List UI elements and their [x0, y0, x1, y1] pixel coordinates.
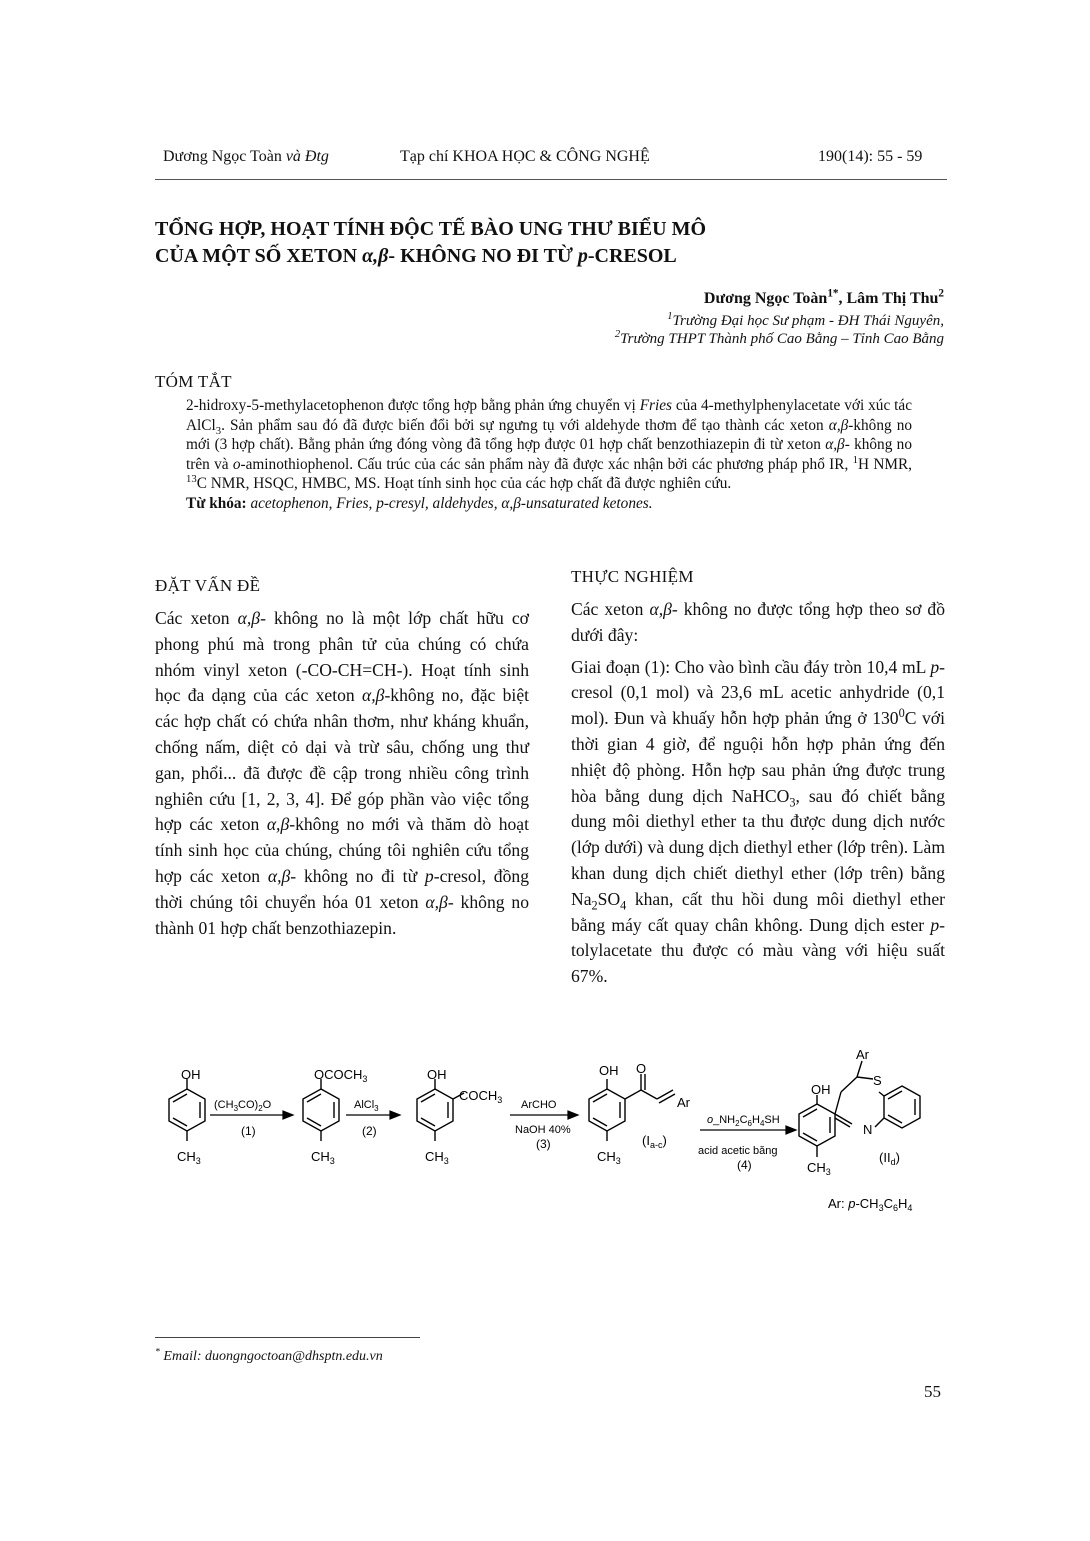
label-iid: $(II_d)$ [879, 1150, 900, 1167]
mol5-ar: Ar [856, 1047, 869, 1062]
mol2-ch3: $CH_3$ [311, 1149, 335, 1166]
intro-body: Các xeton α,β- không no là một lớp chất hữu cơ phong phú mà trong phân tử của chúng có chứa nhóm vinyl xeton (-CO-CH=CH-). Hoạt tính sinh học đa dạng của các xeton α,β-không no, đặc biệt các hợp chất có chứa nhân thơm, như kháng khuẩn, chống nấm, diệt cỏ dại và trừ sâu, chống ung thư gan, phổi... đã được đề cập trong nhiều công trình nghiên cứu [1, 2, 3, 4]. Để góp phần vào việc tổng hợp các xeton α,β-không no mới và thăm dò hoạt tính sinh học của chúng, chúng tôi nghiên cứu tổng hợp các xeton α,β- không no đi từ p-cresol, đồng thời chúng tôi chuyển hóa 01 xeton α,β- không no thành 01 hợp chất benzothiazepin. [155, 608, 530, 938]
paper-title: TỔNG HỢP, HOẠT TÍNH ĐỘC TẾ BÀO UNG THƯ BIỂU MÔ CỦA MỘT SỐ XETON α,β- KHÔNG NO ĐI TỪ p-CRESOL [155, 218, 707, 267]
reagent-step4-solvent: acid acetic băng [698, 1145, 778, 1157]
reagent-step4: $o\_NH_2C_6H_4SH$ [707, 1114, 780, 1128]
experimental-body [571, 597, 945, 990]
hydroxyacetophenone-structure [417, 1079, 464, 1141]
page-number: 55 [924, 1382, 941, 1401]
mol4-o: O [636, 1061, 647, 1076]
affiliation-1: $^1$Trường Đại học Sư phạm - ĐH Thái Nguyên, [667, 311, 944, 329]
mol5-s: S [873, 1073, 882, 1088]
intro-heading: ĐẶT VẤN ĐỀ [155, 576, 261, 595]
abstract-heading: TÓM TẮT [155, 372, 232, 391]
mol4-ch3: $CH_3$ [597, 1149, 621, 1166]
mol1-oh: OH [181, 1067, 201, 1082]
abstract-body: 2-hidroxy-5-methylacetophenon được tổng hợp bằng phản ứng chuyển vị Fries của 4-methylphenylacetate với xúc tác AlCl$_3$. Sản phẩm sau đó đã được biến đổi bởi sự ngưng tụ với aldehyde thơm để tạo thành các xeton α,β-không no mới (3 hợp chất). Bằng phản ứng đóng vòng đã tổng hợp được 01 hợp chất benzothiazepin đi từ xeton α,β- không no trên và o-aminothiophenol. Cấu trúc của các sản phẩm này đã được xác nhận bởi các phương pháp phổ IR, $^1$H NMR, $^{13}$C NMR, HSQC, HMBC, MS. Hoạt tính sinh học của các hợp chất đã được nghiên cứu. Từ khóa: acetophenon, Fries, p-cresyl, aldehydes, α,β-unsaturated ketones. [186, 397, 913, 512]
experimental-stage-1: Giai đoạn (1): Cho vào bình cầu đáy tròn 10,4 mL p-cresol (0,1 mol) và 23,6 mL acetic anhydride (0,1 mol). Đun và khuấy hỗn hợp phản ứng ở $130^0C$ với thời gian 4 giờ, để nguội hỗn hợp phản ứng đến nhiệt độ phòng. Hỗn hợp sau phản ứng được trung hòa bằng dung dịch NaHCO$_3$, sau đó chiết bằng dung môi diethyl ether ta thu được dung dịch nước (lớp dưới) và dung dịch diethyl ether (lớp trên). Làm khan dung dịch chiết diethyl ether (lớp trên) bằng $Na_2SO_4$ khan, cất thu hồi dung môi diethyl ether bằng máy cất quay chân không. Dung dịch ester p-tolylacetate thu được có màu vàng với hiệu suất 67%. [571, 656, 946, 987]
running-header-author: Dương Ngọc Toàn và Đtg [163, 148, 329, 165]
ar-definition: Ar: $p-CH_3C_6H_4$ [828, 1196, 913, 1213]
reagent-step1: $(CH_3CO)_2O$ [214, 1099, 272, 1113]
chalcone-structure [589, 1074, 675, 1141]
mol5-ch3: $CH_3$ [807, 1160, 831, 1177]
experimental-intro: Các xeton α,β- không no được tổng hợp theo sơ đồ dưới đây: [571, 599, 945, 645]
reaction-scheme [150, 1045, 950, 1215]
mol4-ar: Ar [677, 1095, 690, 1110]
mol3-ch3: $CH_3$ [425, 1149, 449, 1166]
running-header-journal: Tạp chí KHOA HỌC & CÔNG NGHỆ [400, 148, 650, 165]
keywords: Từ khóa: acetophenon, Fries, p-cresyl, aldehydes, α,β-unsaturated ketones. [186, 494, 653, 512]
experimental-heading: THỰC NGHIỆM [571, 567, 694, 586]
mol1-ch3: $CH_3$ [177, 1149, 201, 1166]
benzothiazepine-structure [799, 1061, 920, 1157]
label-ia-c: $(I_{a-c})$ [642, 1133, 667, 1150]
step-4: (4) [737, 1158, 752, 1172]
p-tolylacetate-structure [303, 1079, 339, 1141]
mol4-oh: OH [599, 1063, 619, 1078]
author-list: Dương Ngọc Toàn$^{1*}$, Lâm Thị Thu$^2$ [703, 287, 944, 307]
header-rule [155, 179, 947, 180]
mol3-oh: OH [427, 1067, 447, 1082]
mol2-ococh3: $OCOCH_3$ [314, 1067, 368, 1084]
step-2: (2) [362, 1124, 377, 1138]
mol5-n: N [863, 1122, 873, 1137]
footnote-email: * Email: duongngoctoan@dhsptn.edu.vn [155, 1346, 383, 1364]
p-cresol-structure [169, 1079, 205, 1141]
mol3-coch3: $COCH_3$ [459, 1088, 503, 1105]
mol5-oh: OH [811, 1082, 831, 1097]
reagent-step3: ArCHO [521, 1099, 557, 1111]
footnote-rule [155, 1337, 420, 1338]
step-3: (3) [536, 1137, 551, 1151]
running-header-issue: 190(14): 55 - 59 [818, 148, 923, 165]
step-1: (1) [241, 1124, 256, 1138]
reagent-step3-base: NaOH 40% [515, 1124, 571, 1136]
reagent-step2: AlCl$_3$ [354, 1099, 379, 1113]
affiliation-2: $^2$Trường THPT Thành phố Cao Bằng – Tỉnh Cao Bằng [614, 329, 944, 347]
